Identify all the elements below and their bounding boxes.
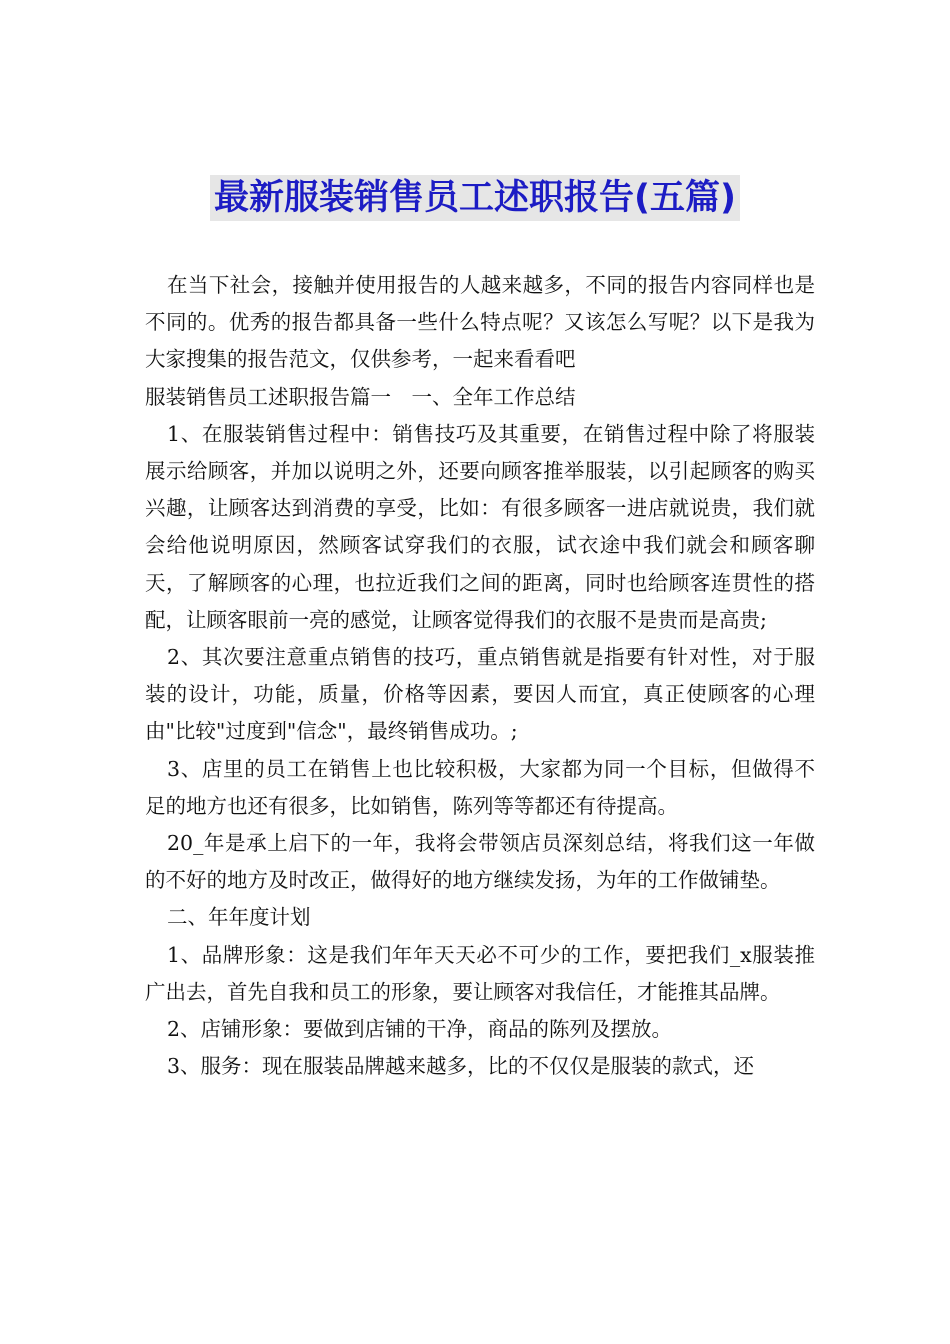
title-container bbox=[0, 175, 950, 221]
paragraph-intro: 在当下社会，接触并使用报告的人越来越多，不同的报告内容同样也是不同的。优秀的报告都具备一些什么特点呢？又该怎么写呢？以下是我为大家搜集的报告范文，仅供参考，一起来看看吧 bbox=[145, 273, 815, 372]
document-body bbox=[145, 267, 815, 1085]
paragraph-year-summary: 20_年是承上启下的一年，我将会带领店员深刻总结，将我们这一年做的不好的地方及时改正，做得好的地方继续发扬，为年的工作做铺垫。 bbox=[145, 831, 815, 893]
paragraph-plan-1: 1、品牌形象：这是我们年年天天必不可少的工作，要把我们_x服装推广出去，首先自我和员工的形象，要让顾客对我信任，才能推其品牌。 bbox=[145, 942, 815, 1004]
paragraph-item-2: 2、其次要注意重点销售的技巧，重点销售就是指要有针对性，对于服装的设计，功能，质量，价格等因素，要因人而宜，真正使顾客的心理由"比较"过度到"信念"，最终销售成功。; bbox=[145, 645, 815, 744]
paragraph-plan-3: 3、服务：现在服装品牌越来越多，比的不仅仅是服装的款式，还 bbox=[167, 1054, 755, 1079]
paragraph-item-1: 1、在服装销售过程中：销售技巧及其重要，在销售过程中除了将服装展示给顾客，并加以说明之外，还要向顾客推举服装，以引起顾客的购买兴趣，让顾客达到消费的享受，比如：有很多顾客一进店就说贵，我们就会给他说明原因，然顾客试穿我们的衣服，试衣途中我们就会和顾客聊天，了解顾客的心理，也拉近我们之间的距离，同时也给顾客连贯性的搭配，让顾客眼前一亮的感觉，让顾客觉得我们的衣服不是贵而是高贵; bbox=[145, 421, 815, 632]
document-title: 最新服装销售员工述职报告(五篇) bbox=[210, 175, 740, 221]
paragraph-section-heading: 服装销售员工述职报告篇一 一、全年工作总结 bbox=[145, 384, 576, 409]
paragraph-plan-heading: 二、年年度计划 bbox=[167, 905, 311, 930]
paragraph-item-3: 3、店里的员工在销售上也比较积极，大家都为同一个目标，但做得不足的地方也还有很多，比如销售，陈列等等都还有待提高。 bbox=[145, 756, 815, 818]
paragraph-plan-2: 2、店铺形象：要做到店铺的干净，商品的陈列及摆放。 bbox=[167, 1017, 673, 1042]
